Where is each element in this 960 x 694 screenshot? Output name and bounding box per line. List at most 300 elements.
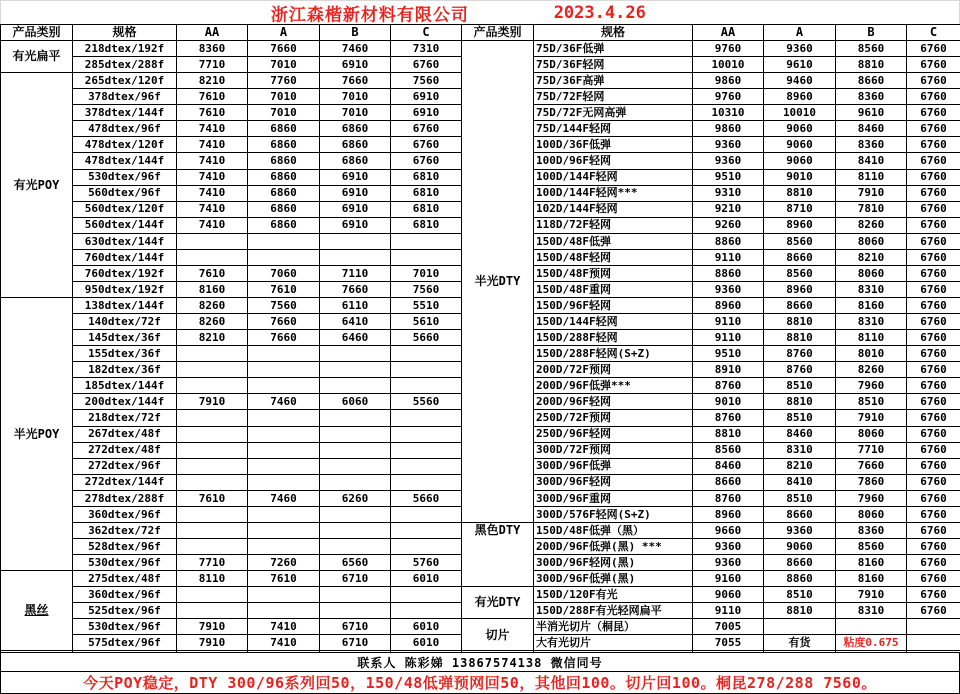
price-cell: 9510 (693, 169, 764, 185)
price-cell: 7410 (248, 619, 320, 635)
price-cell: 8510 (764, 490, 836, 506)
price-cell: 7610 (248, 281, 320, 297)
category-cell (462, 587, 534, 619)
price-cell (320, 474, 391, 490)
price-cell: 6760 (907, 281, 960, 297)
price-cell: 7610 (177, 490, 248, 506)
price-cell: 9060 (764, 137, 836, 153)
price-cell: 有货 (764, 635, 836, 651)
price-cell: 8660 (836, 73, 907, 89)
price-cell (391, 346, 462, 362)
price-cell: 8210 (177, 73, 248, 89)
price-cell: 8810 (693, 426, 764, 442)
price-cell: 7910 (836, 185, 907, 201)
price-cell: 6760 (907, 73, 960, 89)
price-cell: 8810 (764, 330, 836, 346)
price-cell: 6760 (907, 217, 960, 233)
price-cell: 8760 (764, 346, 836, 362)
spec-cell: 760dtex/192f (73, 265, 177, 281)
price-cell: 9310 (693, 185, 764, 201)
price-cell (391, 474, 462, 490)
price-cell: 7910 (177, 394, 248, 410)
price-cell (320, 378, 391, 394)
price-cell (248, 346, 320, 362)
price-cell: 9610 (764, 57, 836, 73)
price-cell: 6860 (320, 137, 391, 153)
header-grade-aa-right: AA (693, 25, 764, 41)
price-cell: 6710 (320, 635, 391, 651)
price-cell: 8660 (764, 249, 836, 265)
price-cell (177, 249, 248, 265)
spec-cell: 150D/48F重网 (534, 281, 693, 297)
price-cell (177, 474, 248, 490)
price-cell: 7055 (693, 635, 764, 651)
price-cell: 6860 (248, 137, 320, 153)
price-cell: 5660 (391, 490, 462, 506)
price-cell: 8810 (836, 57, 907, 73)
price-cell: 6760 (391, 121, 462, 137)
price-cell: 6860 (248, 121, 320, 137)
spec-cell: 150D/288F轻网(S+Z) (534, 346, 693, 362)
table-row (1, 619, 960, 635)
price-cell: 7860 (836, 474, 907, 490)
category-cell (1, 571, 73, 651)
price-cell: 6760 (907, 346, 960, 362)
price-cell: 8760 (693, 490, 764, 506)
price-cell: 8360 (836, 89, 907, 105)
price-cell (248, 587, 320, 603)
price-cell: 8660 (764, 555, 836, 571)
price-cell: 8210 (177, 330, 248, 346)
price-cell: 9010 (764, 169, 836, 185)
price-cell (248, 426, 320, 442)
price-cell (391, 426, 462, 442)
price-cell (248, 442, 320, 458)
spec-cell: 145dtex/36f (73, 330, 177, 346)
spec-cell: 950dtex/192f (73, 281, 177, 297)
price-cell (391, 362, 462, 378)
price-cell: 8760 (764, 362, 836, 378)
spec-cell: 155dtex/36f (73, 346, 177, 362)
price-cell: 7010 (248, 57, 320, 73)
price-cell: 6760 (907, 314, 960, 330)
price-cell: 9360 (693, 137, 764, 153)
price-cell: 8360 (836, 522, 907, 538)
price-cell: 6460 (320, 330, 391, 346)
price-cell: 7660 (248, 41, 320, 57)
price-cell: 8160 (836, 571, 907, 587)
price-cell (248, 506, 320, 522)
price-cell: 粘度0.675 (836, 635, 907, 651)
price-cell: 9760 (693, 41, 764, 57)
price-cell: 8310 (836, 281, 907, 297)
price-cell: 6760 (907, 249, 960, 265)
price-cell: 6810 (391, 169, 462, 185)
price-cell: 6860 (320, 121, 391, 137)
price-cell: 8010 (836, 346, 907, 362)
price-cell (248, 249, 320, 265)
price-cell: 6860 (320, 153, 391, 169)
price-cell: 7010 (248, 89, 320, 105)
price-cell: 7710 (177, 555, 248, 571)
price-cell: 6760 (907, 474, 960, 490)
price-cell: 7660 (836, 458, 907, 474)
price-cell (391, 603, 462, 619)
spec-cell: 360dtex/96f (73, 506, 177, 522)
spec-cell: 100D/36F低弹 (534, 137, 693, 153)
price-cell: 8910 (693, 362, 764, 378)
price-cell: 8860 (693, 265, 764, 281)
price-cell: 6760 (907, 330, 960, 346)
price-cell: 9860 (693, 121, 764, 137)
category-label: 黑色DTY (474, 522, 521, 537)
table-row (1, 587, 960, 603)
price-cell (907, 635, 960, 651)
price-cell: 6760 (907, 298, 960, 314)
price-cell (391, 410, 462, 426)
price-cell (177, 538, 248, 554)
spec-cell: 150D/48F预网 (534, 265, 693, 281)
price-cell: 9510 (693, 346, 764, 362)
category-cell (462, 522, 534, 586)
header-spec-left: 规格 (73, 25, 177, 41)
price-cell: 8260 (836, 362, 907, 378)
price-cell: 9110 (693, 249, 764, 265)
price-cell: 10010 (693, 57, 764, 73)
price-cell (177, 378, 248, 394)
price-cell: 6760 (907, 169, 960, 185)
price-cell: 8160 (836, 555, 907, 571)
price-cell: 8810 (764, 185, 836, 201)
price-cell: 6010 (391, 571, 462, 587)
price-cell: 8560 (836, 538, 907, 554)
price-cell: 6810 (391, 201, 462, 217)
price-cell: 8310 (836, 314, 907, 330)
price-cell (764, 619, 836, 635)
spec-cell: 140dtex/72f (73, 314, 177, 330)
price-cell: 9010 (693, 394, 764, 410)
price-cell: 8460 (764, 426, 836, 442)
price-cell: 7410 (177, 137, 248, 153)
price-cell: 7760 (248, 73, 320, 89)
price-cell (248, 603, 320, 619)
spec-cell: 200dtex/144f (73, 394, 177, 410)
price-cell (320, 410, 391, 426)
spec-cell: 560dtex/144f (73, 217, 177, 233)
spec-cell: 75D/36F低弹 (534, 41, 693, 57)
price-cell (320, 442, 391, 458)
price-cell: 6760 (907, 265, 960, 281)
price-cell (320, 233, 391, 249)
price-cell: 6760 (907, 490, 960, 506)
price-cell: 7005 (693, 619, 764, 635)
price-cell: 8260 (836, 217, 907, 233)
price-cell: 6260 (320, 490, 391, 506)
price-cell: 7560 (248, 298, 320, 314)
header-grade-c-right: C (907, 25, 960, 41)
price-cell: 6760 (907, 105, 960, 121)
header-grade-b-right: B (836, 25, 907, 41)
price-cell: 7910 (836, 587, 907, 603)
price-cell: 7660 (248, 314, 320, 330)
price-cell (391, 378, 462, 394)
price-cell: 8960 (764, 89, 836, 105)
header-grade-a-right: A (764, 25, 836, 41)
spec-cell: 285dtex/288f (73, 57, 177, 73)
spec-cell: 150D/48F轻网 (534, 249, 693, 265)
header-category-left: 产品类别 (1, 25, 73, 41)
spec-cell: 378dtex/96f (73, 89, 177, 105)
price-cell: 6760 (907, 442, 960, 458)
price-cell: 8660 (693, 474, 764, 490)
spec-cell: 100D/144F轻网 (534, 169, 693, 185)
spec-cell: 75D/36F轻网 (534, 57, 693, 73)
market-note-line: 今天POY稳定，DTY 300/96系列回50，150/48低弹预网回50，其他回100。切片回100。桐昆278/288 7560。 (0, 672, 960, 694)
price-cell: 6760 (907, 41, 960, 57)
price-cell: 9060 (764, 153, 836, 169)
price-cell: 8960 (764, 217, 836, 233)
price-cell: 6760 (391, 137, 462, 153)
spec-cell: 250D/96F轻网 (534, 426, 693, 442)
price-cell (177, 506, 248, 522)
header-grade-aa-left: AA (177, 25, 248, 41)
price-cell (177, 522, 248, 538)
price-cell (177, 362, 248, 378)
price-cell: 7610 (248, 571, 320, 587)
price-cell (320, 506, 391, 522)
price-cell: 8160 (836, 298, 907, 314)
price-cell: 6760 (907, 603, 960, 619)
spec-cell: 150D/288F轻网 (534, 330, 693, 346)
spec-cell: 272dtex/144f (73, 474, 177, 490)
price-cell: 8660 (764, 506, 836, 522)
price-cell: 8560 (836, 41, 907, 57)
price-cell: 6760 (907, 410, 960, 426)
spec-cell: 200D/72F预网 (534, 362, 693, 378)
category-cell (1, 41, 73, 73)
price-cell: 8110 (836, 330, 907, 346)
price-cell: 8960 (693, 506, 764, 522)
spec-cell: 300D/72F预网 (534, 442, 693, 458)
price-cell: 8510 (764, 410, 836, 426)
price-cell: 7560 (391, 281, 462, 297)
price-cell: 8360 (836, 137, 907, 153)
category-label: 黑丝 (24, 603, 49, 618)
price-cell: 8260 (177, 298, 248, 314)
price-cell: 6760 (907, 185, 960, 201)
price-cell: 5760 (391, 555, 462, 571)
price-cell: 8310 (836, 603, 907, 619)
category-cell (462, 41, 534, 523)
price-cell (248, 362, 320, 378)
header-grade-c-left: C (391, 25, 462, 41)
price-cell: 7810 (836, 201, 907, 217)
price-cell: 6710 (320, 619, 391, 635)
price-cell: 7110 (320, 265, 391, 281)
price-cell: 7260 (248, 555, 320, 571)
price-cell: 6760 (907, 121, 960, 137)
price-cell (177, 233, 248, 249)
price-cell (391, 458, 462, 474)
category-cell (1, 298, 73, 571)
category-label: 有光扁平 (12, 49, 61, 64)
price-cell: 6760 (907, 153, 960, 169)
price-cell (320, 522, 391, 538)
price-cell (391, 249, 462, 265)
title-bar (0, 0, 960, 24)
price-cell (320, 249, 391, 265)
price-cell: 7410 (177, 121, 248, 137)
price-cell (177, 410, 248, 426)
price-cell: 8410 (836, 153, 907, 169)
spec-cell: 150D/120F有光 (534, 587, 693, 603)
price-cell: 9460 (764, 73, 836, 89)
price-cell: 8060 (836, 506, 907, 522)
price-cell: 7410 (248, 635, 320, 651)
spec-cell: 560dtex/96f (73, 185, 177, 201)
price-cell: 7660 (320, 281, 391, 297)
price-cell: 7960 (836, 378, 907, 394)
price-cell: 7460 (248, 490, 320, 506)
price-cell: 9610 (836, 105, 907, 121)
price-cell: 5610 (391, 314, 462, 330)
price-cell: 8410 (764, 474, 836, 490)
price-cell: 9360 (693, 281, 764, 297)
price-cell: 9110 (693, 330, 764, 346)
price-cell: 9160 (693, 571, 764, 587)
company-title: 浙江森楷新材料有限公司 (270, 5, 469, 25)
price-cell: 8060 (836, 265, 907, 281)
price-cell: 6860 (248, 169, 320, 185)
spec-cell: 100D/144F轻网*** (534, 185, 693, 201)
spec-cell: 218dtex/192f (73, 41, 177, 57)
price-cell: 6910 (391, 89, 462, 105)
spec-cell: 265dtex/120f (73, 73, 177, 89)
price-cell (391, 522, 462, 538)
header-row (1, 25, 960, 41)
price-cell: 7910 (177, 635, 248, 651)
price-cell: 8810 (764, 314, 836, 330)
spec-cell: 75D/144F轻网 (534, 121, 693, 137)
price-cell: 6760 (907, 378, 960, 394)
price-cell: 8260 (177, 314, 248, 330)
price-cell: 6760 (907, 137, 960, 153)
spec-cell: 200D/96F低弹(黑) *** (534, 538, 693, 554)
price-cell: 6910 (320, 57, 391, 73)
price-cell: 6760 (907, 522, 960, 538)
price-cell: 6060 (320, 394, 391, 410)
price-cell (248, 378, 320, 394)
price-cell: 9060 (764, 121, 836, 137)
price-cell: 7010 (248, 105, 320, 121)
spec-cell: 300D/576F轻网(S+Z) (534, 506, 693, 522)
price-cell: 8860 (764, 571, 836, 587)
contact-line: 联系人 陈彩娣 13867574138 微信同号 (0, 653, 960, 672)
price-cell (248, 233, 320, 249)
spec-cell: 200D/96F轻网 (534, 394, 693, 410)
price-cell: 6910 (320, 185, 391, 201)
price-cell: 7010 (320, 89, 391, 105)
price-cell: 9060 (693, 587, 764, 603)
price-cell: 9210 (693, 201, 764, 217)
spec-cell: 362dtex/72f (73, 522, 177, 538)
price-cell: 7710 (177, 57, 248, 73)
price-cell (907, 619, 960, 635)
price-cell: 7660 (320, 73, 391, 89)
spec-cell: 150D/48F低弹 (534, 233, 693, 249)
spec-cell: 218dtex/72f (73, 410, 177, 426)
price-cell (248, 538, 320, 554)
price-cell: 10010 (764, 105, 836, 121)
price-cell: 6010 (391, 635, 462, 651)
price-cell: 8710 (764, 201, 836, 217)
price-cell: 8510 (764, 587, 836, 603)
price-cell (320, 587, 391, 603)
price-cell: 5510 (391, 298, 462, 314)
spec-cell: 250D/72F预网 (534, 410, 693, 426)
price-cell: 6760 (391, 153, 462, 169)
spec-cell: 75D/72F轻网 (534, 89, 693, 105)
price-cell (320, 426, 391, 442)
spec-cell: 300D/96F轻网 (534, 474, 693, 490)
price-cell: 9260 (693, 217, 764, 233)
price-cell: 6910 (320, 169, 391, 185)
category-label: 半光POY (13, 426, 60, 441)
price-cell: 9110 (693, 603, 764, 619)
price-cell: 8960 (764, 281, 836, 297)
spec-cell: 半消光切片（桐昆） (534, 619, 693, 635)
price-cell: 8860 (693, 233, 764, 249)
header-category-right: 产品类别 (462, 25, 534, 41)
price-cell: 8810 (764, 394, 836, 410)
price-cell: 7660 (248, 330, 320, 346)
price-cell: 7960 (836, 490, 907, 506)
price-cell: 6760 (907, 538, 960, 554)
price-cell (177, 458, 248, 474)
price-cell: 6760 (907, 571, 960, 587)
spec-cell: 528dtex/96f (73, 538, 177, 554)
price-cell: 8060 (836, 426, 907, 442)
price-cell (248, 410, 320, 426)
spec-cell: 200D/96F低弹*** (534, 378, 693, 394)
price-cell (836, 619, 907, 635)
price-cell: 8960 (693, 298, 764, 314)
price-cell: 9660 (693, 522, 764, 538)
spec-cell: 530dtex/96f (73, 169, 177, 185)
spec-cell: 138dtex/144f (73, 298, 177, 314)
price-cell: 6410 (320, 314, 391, 330)
spec-cell: 272dtex/48f (73, 442, 177, 458)
price-cell: 6760 (907, 89, 960, 105)
spec-cell: 300D/96F轻网(黑) (534, 555, 693, 571)
header-grade-b-left: B (320, 25, 391, 41)
price-cell: 9360 (693, 555, 764, 571)
spec-cell: 478dtex/96f (73, 121, 177, 137)
price-cell (391, 442, 462, 458)
price-cell: 6760 (907, 458, 960, 474)
price-cell: 6760 (907, 555, 960, 571)
price-cell: 8510 (764, 378, 836, 394)
price-cell: 8760 (693, 410, 764, 426)
spec-cell: 575dtex/96f (73, 635, 177, 651)
price-cell (248, 522, 320, 538)
price-cell (391, 538, 462, 554)
spec-cell: 525dtex/96f (73, 603, 177, 619)
price-cell: 9360 (764, 522, 836, 538)
spec-cell: 267dtex/48f (73, 426, 177, 442)
spec-cell: 560dtex/120f (73, 201, 177, 217)
table-row (1, 522, 960, 538)
